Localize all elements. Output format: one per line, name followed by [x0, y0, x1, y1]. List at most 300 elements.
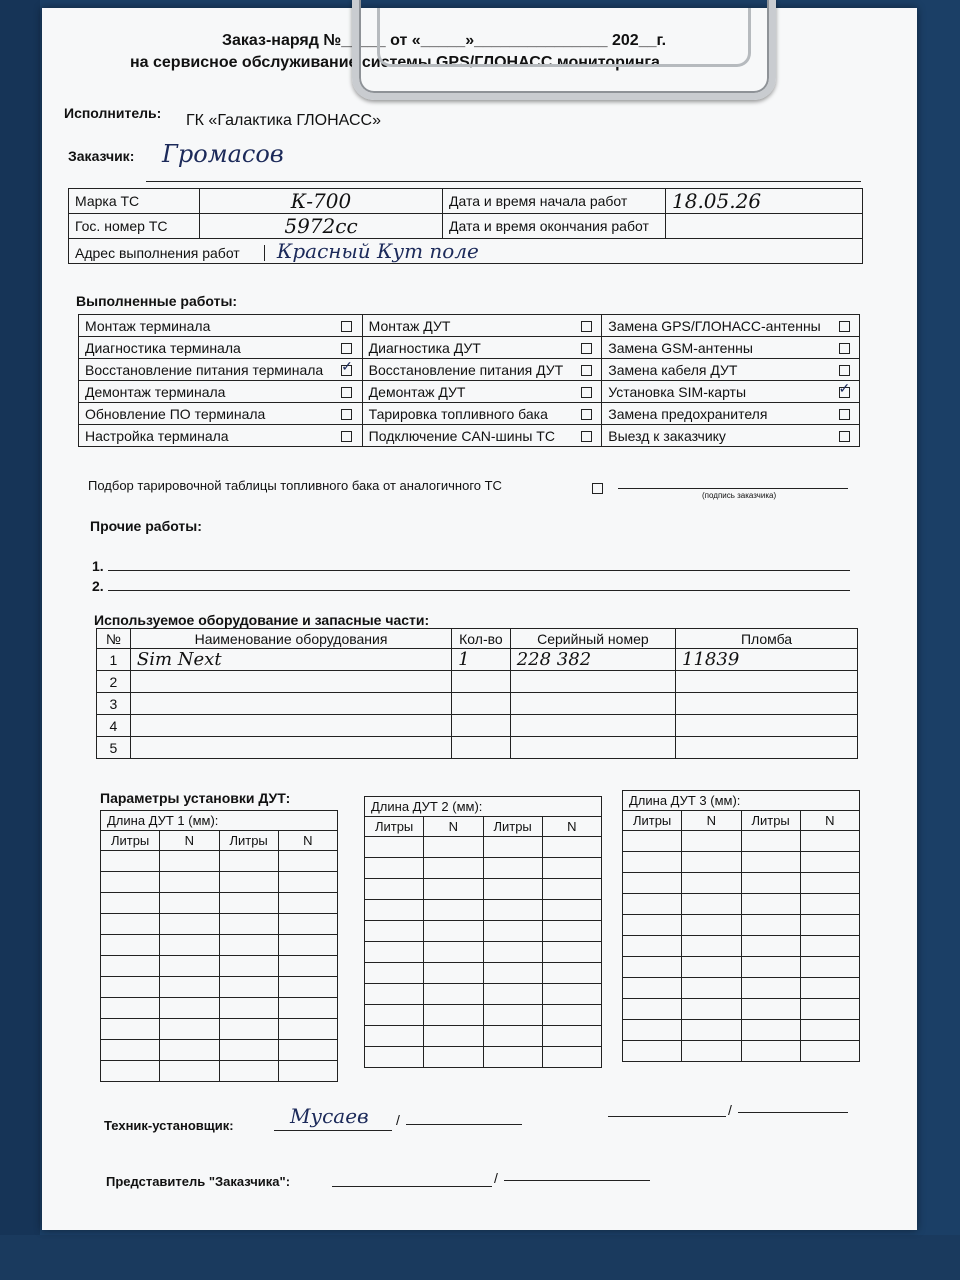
dut-column-header: N	[800, 811, 859, 831]
dut-cell[interactable]	[483, 1047, 542, 1068]
dut-row	[101, 893, 338, 914]
works-row	[79, 337, 860, 359]
dut-cell[interactable]	[800, 852, 859, 873]
dut-row	[101, 851, 338, 872]
other-work-2-label: 2.	[92, 578, 104, 594]
equipment-row	[97, 715, 858, 737]
dut-cell[interactable]	[800, 999, 859, 1020]
dut-cell[interactable]	[219, 1061, 278, 1082]
clipboard-clip-icon	[352, 0, 776, 100]
dut-cell[interactable]	[101, 914, 160, 935]
work-label: Демонтаж терминала	[79, 381, 332, 403]
work-checkbox-cell	[829, 359, 860, 381]
dut-cell[interactable]	[682, 957, 741, 978]
dut-row	[623, 957, 860, 978]
customer-signature-line	[618, 488, 848, 489]
dut-row	[623, 1020, 860, 1041]
dut-cell[interactable]	[101, 977, 160, 998]
dut-cell[interactable]	[424, 1026, 483, 1047]
work-label: Установка SIM-карты	[602, 381, 829, 403]
work-checkbox-cell	[571, 425, 602, 447]
dut-cell[interactable]	[623, 1041, 682, 1062]
dut-cell[interactable]	[365, 921, 424, 942]
equipment-cell[interactable]	[676, 693, 858, 715]
dut-column-header: N	[424, 817, 483, 837]
dut-column-header: Литры	[623, 811, 682, 831]
dut-cell[interactable]	[365, 837, 424, 858]
equipment-cell[interactable]	[510, 671, 675, 693]
address-label: Адрес выполнения работ	[69, 245, 265, 261]
executor-value: ГК «Галактика ГЛОНАСС»	[186, 112, 381, 129]
dut-cell[interactable]	[101, 1019, 160, 1040]
dut-cell[interactable]	[101, 872, 160, 893]
equipment-row-number: 1	[97, 649, 131, 671]
dut-cell[interactable]	[623, 831, 682, 852]
work-checkbox[interactable]	[839, 321, 850, 332]
customer-rep-sign-line[interactable]	[332, 1186, 492, 1187]
works-table	[78, 314, 860, 447]
customer-rep-name-line[interactable]	[504, 1180, 650, 1181]
dut-cell[interactable]	[278, 851, 337, 872]
dut-cell[interactable]	[365, 900, 424, 921]
dut-cell[interactable]	[160, 1040, 219, 1061]
dut-cell[interactable]	[365, 858, 424, 879]
dut-cell[interactable]	[101, 935, 160, 956]
dut-cell[interactable]	[542, 963, 601, 984]
equipment-cell[interactable]	[130, 671, 451, 693]
equipment-cell[interactable]: 228 382	[510, 649, 675, 671]
dut-cell[interactable]	[219, 893, 278, 914]
dut-cell[interactable]	[741, 936, 800, 957]
dut-cell[interactable]	[278, 956, 337, 977]
dut-row	[623, 1041, 860, 1062]
dut-cell[interactable]	[682, 936, 741, 957]
dut-row	[101, 1019, 338, 1040]
dut-row	[623, 936, 860, 957]
dut-cell[interactable]	[483, 984, 542, 1005]
dut-cell[interactable]	[365, 942, 424, 963]
work-label: Тарировка топливного бака	[362, 403, 571, 425]
dut-cell[interactable]	[101, 956, 160, 977]
technician-name-line[interactable]	[406, 1124, 522, 1125]
dut-cell[interactable]	[741, 852, 800, 873]
dut-cell[interactable]	[160, 893, 219, 914]
work-checkbox[interactable]	[341, 431, 352, 442]
technician-signature: Мусаев	[290, 1104, 369, 1128]
dut-cell[interactable]	[682, 1041, 741, 1062]
dut-cell[interactable]	[741, 894, 800, 915]
order-title: Заказ-наряд №_____ от «_____»_______________ 202__г.	[222, 32, 667, 49]
dut-length-label: Длина ДУТ 1 (мм):	[101, 811, 338, 831]
dut-cell[interactable]	[542, 1047, 601, 1068]
dut-cell[interactable]	[219, 1040, 278, 1061]
work-label: Замена GSM-антенны	[602, 337, 829, 359]
dut-cell[interactable]	[682, 1020, 741, 1041]
dut-cell[interactable]	[160, 851, 219, 872]
other-work-1-label: 1.	[92, 558, 104, 574]
dut-cell[interactable]	[219, 977, 278, 998]
dut-cell[interactable]	[424, 858, 483, 879]
work-label: Выезд к заказчику	[602, 425, 829, 447]
dut-cell[interactable]	[623, 915, 682, 936]
work-checkbox-cell	[332, 403, 363, 425]
work-order-sheet	[42, 8, 917, 1230]
customer-label: Заказчик:	[68, 148, 135, 164]
end-label: Дата и время окончания работ	[443, 214, 666, 239]
dut-cell[interactable]	[741, 873, 800, 894]
equipment-row	[97, 671, 858, 693]
work-checkbox-cell	[829, 315, 860, 337]
equipment-cell[interactable]	[130, 737, 451, 759]
work-checkbox-cell	[332, 315, 363, 337]
dut-cell[interactable]	[483, 921, 542, 942]
end-value	[666, 214, 863, 239]
dut-row	[365, 963, 602, 984]
work-checkbox[interactable]	[581, 365, 592, 376]
dut-row	[101, 872, 338, 893]
work-label: Подключение CAN-шины ТС	[362, 425, 571, 447]
dut-cell[interactable]	[424, 900, 483, 921]
dut-cell[interactable]	[160, 1061, 219, 1082]
dut-row	[101, 914, 338, 935]
equipment-cell[interactable]	[452, 737, 511, 759]
dut-cell[interactable]	[219, 851, 278, 872]
equipment-row	[97, 693, 858, 715]
work-label: Монтаж терминала	[79, 315, 332, 337]
dut-cell[interactable]	[160, 956, 219, 977]
equipment-column-header: Наименование оборудования	[130, 629, 451, 649]
dut-cell[interactable]	[365, 963, 424, 984]
dut-cell[interactable]	[623, 852, 682, 873]
work-label: Диагностика ДУТ	[362, 337, 571, 359]
dut-cell[interactable]	[424, 942, 483, 963]
dut-cell[interactable]	[278, 1061, 337, 1082]
dut-cell[interactable]	[424, 984, 483, 1005]
dut-cell[interactable]	[682, 894, 741, 915]
work-label: Замена GPS/ГЛОНАСС-антенны	[602, 315, 829, 337]
equipment-column-header: Пломба	[676, 629, 858, 649]
plate-value: 5972сс	[200, 214, 443, 239]
customer-line	[146, 181, 861, 182]
work-checkbox[interactable]	[341, 343, 352, 354]
dut-cell[interactable]	[101, 893, 160, 914]
dut-cell[interactable]	[542, 858, 601, 879]
works-heading: Выполненные работы:	[76, 293, 238, 309]
extra-sign-line[interactable]	[608, 1116, 726, 1117]
work-checkbox[interactable]	[839, 431, 850, 442]
dut-cell[interactable]	[542, 984, 601, 1005]
dut-row	[623, 999, 860, 1020]
customer-rep-separator: /	[494, 1170, 498, 1186]
dut-row	[101, 956, 338, 977]
technician-separator: /	[396, 1112, 400, 1128]
dut-length-label: Длина ДУТ 3 (мм):	[623, 791, 860, 811]
work-checkbox[interactable]	[581, 321, 592, 332]
dut-cell[interactable]	[483, 963, 542, 984]
dut-row	[365, 921, 602, 942]
dut-cell[interactable]	[365, 1005, 424, 1026]
dut-cell[interactable]	[219, 935, 278, 956]
dut-cell[interactable]	[800, 915, 859, 936]
work-label: Восстановление питания терминала	[79, 359, 332, 381]
dut-cell[interactable]	[542, 837, 601, 858]
dut-cell[interactable]	[682, 978, 741, 999]
dut-cell[interactable]	[424, 963, 483, 984]
equipment-cell[interactable]: 1	[452, 649, 511, 671]
work-checkbox-cell	[829, 403, 860, 425]
dut-cell[interactable]	[424, 1047, 483, 1068]
equipment-cell[interactable]	[510, 737, 675, 759]
dut-row	[365, 942, 602, 963]
dut-column-header: Литры	[365, 817, 424, 837]
equipment-heading: Используемое оборудование и запасные части:	[94, 612, 430, 628]
other-work-1-line[interactable]	[108, 570, 850, 571]
work-checkbox[interactable]	[839, 409, 850, 420]
customer-rep-label: Представитель "Заказчика":	[106, 1174, 291, 1189]
dut-cell[interactable]	[278, 1019, 337, 1040]
dut-cell[interactable]	[160, 872, 219, 893]
dut-cell[interactable]	[800, 831, 859, 852]
dut-row	[101, 935, 338, 956]
dut-cell[interactable]	[278, 935, 337, 956]
work-checkbox-cell	[332, 337, 363, 359]
dut-row	[101, 1061, 338, 1082]
other-work-2-line[interactable]	[108, 590, 850, 591]
dut-column-header: Литры	[219, 831, 278, 851]
technician-sign-line[interactable]	[274, 1130, 392, 1131]
work-checkbox[interactable]	[341, 321, 352, 332]
dut-cell[interactable]	[682, 831, 741, 852]
dut-cell[interactable]	[542, 921, 601, 942]
brand-value: К-700	[200, 189, 443, 214]
dut-cell[interactable]	[741, 978, 800, 999]
equipment-header-row	[97, 629, 858, 649]
dut-column-header: N	[160, 831, 219, 851]
equipment-cell[interactable]	[510, 715, 675, 737]
dut-cell[interactable]	[160, 998, 219, 1019]
dut-cell[interactable]	[542, 900, 601, 921]
dut-cell[interactable]	[800, 1041, 859, 1062]
dut-cell[interactable]	[424, 921, 483, 942]
dut-cell[interactable]	[741, 1020, 800, 1041]
dut-length-label: Длина ДУТ 2 (мм):	[365, 797, 602, 817]
dut-cell[interactable]	[741, 1041, 800, 1062]
work-label: Диагностика терминала	[79, 337, 332, 359]
dut-cell[interactable]	[483, 879, 542, 900]
work-label: Обновление ПО терминала	[79, 403, 332, 425]
order-subtitle: на сервисное обслуживание системы GPS/ГЛОНАСС мониторинга	[130, 54, 660, 71]
extra-name-line[interactable]	[738, 1112, 848, 1113]
dut-row	[365, 837, 602, 858]
work-checkbox[interactable]	[581, 431, 592, 442]
equipment-cell[interactable]	[510, 693, 675, 715]
tarification-checkbox[interactable]	[592, 483, 603, 494]
dut-cell[interactable]	[278, 872, 337, 893]
dut-cell[interactable]	[365, 984, 424, 1005]
work-checkbox-cell	[332, 359, 363, 381]
work-checkbox-cell	[829, 425, 860, 447]
equipment-cell[interactable]	[130, 715, 451, 737]
dut-row	[101, 977, 338, 998]
dut-cell[interactable]	[542, 1026, 601, 1047]
dut-cell[interactable]	[623, 1020, 682, 1041]
dut-cell[interactable]	[365, 1047, 424, 1068]
equipment-cell[interactable]	[130, 693, 451, 715]
other-works-heading: Прочие работы:	[90, 518, 202, 534]
dut-cell[interactable]	[424, 879, 483, 900]
dut-cell[interactable]	[741, 831, 800, 852]
work-checkbox-cell	[571, 315, 602, 337]
dut-cell[interactable]	[800, 978, 859, 999]
dut-cell[interactable]	[483, 858, 542, 879]
dut-row	[623, 915, 860, 936]
dut-row	[623, 873, 860, 894]
work-checkbox[interactable]	[341, 387, 352, 398]
work-checkbox-cell	[332, 381, 363, 403]
dut-cell[interactable]	[219, 998, 278, 1019]
dut-cell[interactable]	[741, 999, 800, 1020]
equipment-row-number: 4	[97, 715, 131, 737]
equipment-cell[interactable]	[676, 671, 858, 693]
tarification-label: Подбор тарировочной таблицы топливного бака от аналогичного ТС	[88, 478, 502, 493]
dut-cell[interactable]	[219, 956, 278, 977]
dut-cell[interactable]	[101, 851, 160, 872]
dut-cell[interactable]	[800, 1020, 859, 1041]
dut-cell[interactable]	[219, 872, 278, 893]
equipment-row	[97, 737, 858, 759]
work-checkbox[interactable]	[839, 343, 850, 354]
dut-cell[interactable]	[682, 915, 741, 936]
equipment-cell[interactable]	[452, 715, 511, 737]
dut-cell[interactable]	[101, 1061, 160, 1082]
dut-row	[365, 879, 602, 900]
dut-cell[interactable]	[483, 1026, 542, 1047]
dut-row	[365, 984, 602, 1005]
work-checkbox-cell	[571, 337, 602, 359]
work-checkbox[interactable]	[581, 387, 592, 398]
work-checkbox[interactable]	[341, 409, 352, 420]
work-label: Настройка терминала	[79, 425, 332, 447]
dut-cell[interactable]	[278, 893, 337, 914]
dut-cell[interactable]	[483, 900, 542, 921]
equipment-cell[interactable]	[676, 715, 858, 737]
dut-cell[interactable]	[800, 936, 859, 957]
work-label: Замена предохранителя	[602, 403, 829, 425]
equipment-cell[interactable]	[452, 693, 511, 715]
dut-cell[interactable]	[800, 957, 859, 978]
dut-cell[interactable]	[682, 852, 741, 873]
dut-cell[interactable]	[278, 977, 337, 998]
dut-cell[interactable]	[623, 873, 682, 894]
dut-cell[interactable]	[219, 1019, 278, 1040]
customer-value: Громасов	[162, 140, 284, 168]
dut-table-1	[100, 810, 338, 1082]
work-label: Демонтаж ДУТ	[362, 381, 571, 403]
equipment-cell[interactable]: 11839	[676, 649, 858, 671]
works-row	[79, 425, 860, 447]
work-checkbox[interactable]	[581, 343, 592, 354]
dut-cell[interactable]	[682, 873, 741, 894]
dut-cell[interactable]	[682, 999, 741, 1020]
equipment-column-header: Кол-во	[452, 629, 511, 649]
work-checkbox[interactable]	[581, 409, 592, 420]
dut-table-3	[622, 790, 860, 1062]
brand-label: Марка ТС	[69, 189, 200, 214]
dut-cell[interactable]	[278, 998, 337, 1019]
dut-cell[interactable]	[365, 1026, 424, 1047]
dut-cell[interactable]	[800, 894, 859, 915]
works-row	[79, 315, 860, 337]
work-label: Замена кабеля ДУТ	[602, 359, 829, 381]
dut-cell[interactable]	[278, 914, 337, 935]
dut-row	[365, 1047, 602, 1068]
dut-table-2	[364, 796, 602, 1068]
dut-cell[interactable]	[623, 978, 682, 999]
equipment-cell[interactable]	[452, 671, 511, 693]
plate-label: Гос. номер ТС	[69, 214, 200, 239]
dut-cell[interactable]	[278, 1040, 337, 1061]
dut-row	[623, 831, 860, 852]
dut-row	[623, 978, 860, 999]
dut-cell[interactable]	[483, 837, 542, 858]
equipment-row-number: 3	[97, 693, 131, 715]
dut-column-header: N	[542, 817, 601, 837]
extra-separator: /	[728, 1102, 732, 1118]
executor-label: Исполнитель:	[64, 105, 162, 121]
dut-cell[interactable]	[623, 936, 682, 957]
dut-column-header: Литры	[101, 831, 160, 851]
dut-row	[365, 1026, 602, 1047]
work-checkbox-cell	[829, 381, 860, 403]
dut-cell[interactable]	[160, 1019, 219, 1040]
dut-cell[interactable]	[542, 942, 601, 963]
dut-cell[interactable]	[542, 879, 601, 900]
dut-cell[interactable]	[542, 1005, 601, 1026]
dut-cell[interactable]	[623, 957, 682, 978]
dut-column-header: N	[682, 811, 741, 831]
works-row	[79, 359, 860, 381]
dut-cell[interactable]	[623, 894, 682, 915]
equipment-row-number: 2	[97, 671, 131, 693]
work-checkbox-cell	[829, 337, 860, 359]
dut-cell[interactable]	[741, 957, 800, 978]
dut-cell[interactable]	[623, 999, 682, 1020]
dut-cell[interactable]	[424, 837, 483, 858]
dut-cell[interactable]	[160, 977, 219, 998]
dut-cell[interactable]	[483, 942, 542, 963]
dut-cell[interactable]	[219, 914, 278, 935]
work-checkbox[interactable]	[839, 387, 850, 398]
work-checkbox[interactable]	[341, 365, 352, 376]
dut-cell[interactable]	[160, 914, 219, 935]
dut-cell[interactable]	[800, 873, 859, 894]
equipment-cell[interactable]	[676, 737, 858, 759]
dut-cell[interactable]	[483, 1005, 542, 1026]
dut-cell[interactable]	[424, 1005, 483, 1026]
dut-row	[365, 900, 602, 921]
dut-row	[101, 1040, 338, 1061]
work-checkbox[interactable]	[839, 365, 850, 376]
dut-cell[interactable]	[741, 915, 800, 936]
equipment-cell[interactable]: Sim Next	[130, 649, 451, 671]
dut-cell[interactable]	[101, 1040, 160, 1061]
dut-cell[interactable]	[365, 879, 424, 900]
clipboard-bottom	[0, 1235, 960, 1280]
dut-cell[interactable]	[160, 935, 219, 956]
dut-row	[101, 998, 338, 1019]
works-row	[79, 403, 860, 425]
dut-cell[interactable]	[101, 998, 160, 1019]
